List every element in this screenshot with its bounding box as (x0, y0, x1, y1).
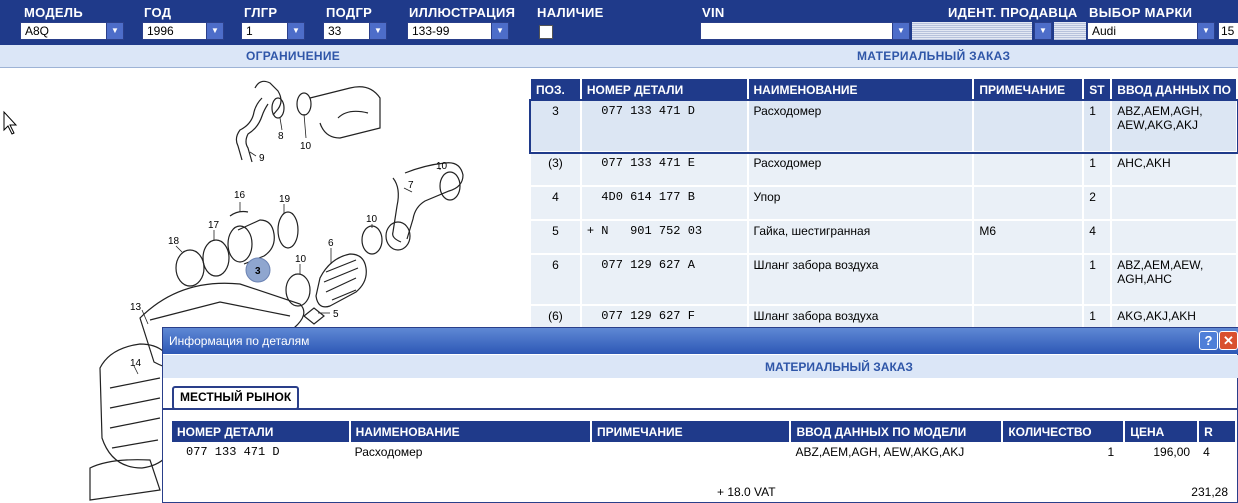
brand-label: ВЫБОР МАРКИ (1089, 5, 1193, 20)
chevron-down-icon[interactable]: ▼ (892, 23, 909, 39)
note-cell (973, 254, 1083, 305)
part-number-cell: 4D0 614 177 B (581, 186, 748, 220)
extra-field[interactable] (1218, 22, 1238, 40)
chevron-down-icon[interactable]: ▼ (369, 23, 386, 39)
year-select[interactable] (142, 22, 224, 40)
dialog-title: Информация по деталям (169, 334, 310, 348)
dialog-titlebar[interactable] (163, 328, 1238, 354)
quantity-cell[interactable]: 1 (1107, 445, 1115, 459)
callout-selected: 3 (255, 266, 261, 277)
column-header[interactable]: ST (1083, 79, 1111, 101)
models-cell (1111, 186, 1237, 220)
table-row[interactable] (531, 152, 1237, 186)
material-order-title: МАТЕРИАЛЬНЫЙ ЗАКАЗ (857, 49, 1011, 63)
availability-label: НАЛИЧИЕ (537, 5, 604, 20)
parts-table-header (531, 79, 1237, 101)
order-row[interactable] (172, 442, 1236, 480)
callout: 7 (408, 180, 414, 191)
main-group-select[interactable] (241, 22, 305, 40)
name-cell: Шланг забора воздуха (748, 254, 974, 305)
models-cell (1111, 220, 1237, 254)
column-header[interactable]: НАИМЕНОВАНИЕ (350, 421, 591, 442)
restriction-title: ОГРАНИЧЕНИЕ (246, 49, 341, 63)
chevron-down-icon[interactable]: ▼ (106, 23, 123, 39)
chevron-down-icon[interactable]: ▼ (1197, 23, 1214, 39)
help-icon: ? (1204, 333, 1213, 348)
callout: 14 (130, 358, 142, 369)
pos-cell: 6 (531, 254, 581, 305)
dialog-section-bar (163, 355, 1238, 378)
models-cell: AKG,AKJ,AKH (1111, 305, 1237, 339)
callout: 10 (300, 141, 312, 152)
close-icon: ✕ (1223, 333, 1234, 348)
part-number-cell: 077 129 627 A (581, 254, 748, 305)
st-cell: 4 (1083, 220, 1111, 254)
part-number-cell: 077 133 471 E (581, 152, 748, 186)
pos-cell: (3) (531, 152, 581, 186)
note-cell (973, 186, 1083, 220)
name-cell: Шланг забора воздуха (748, 305, 974, 339)
callout: 10 (366, 214, 378, 225)
column-header[interactable]: ВВОД ДАННЫХ ПО (1111, 79, 1237, 101)
brand-select[interactable] (1087, 22, 1215, 40)
part-number-cell: + N 901 752 03 (581, 220, 748, 254)
column-header[interactable]: ВВОД ДАННЫХ ПО МОДЕЛИ (790, 421, 1002, 442)
main-group-label: ГЛГР (244, 5, 278, 20)
callout: 10 (295, 254, 307, 265)
tab-local-market[interactable]: МЕСТНЫЙ РЫНОК (172, 386, 299, 410)
vat-row (172, 485, 1238, 503)
callout: 16 (234, 190, 246, 201)
name-cell: Расходомер (748, 152, 974, 186)
part-number-cell: 077 129 627 F (581, 305, 748, 339)
column-header[interactable]: НОМЕР ДЕТАЛИ (172, 421, 350, 442)
column-header[interactable]: КОЛИЧЕСТВО (1002, 421, 1124, 442)
pos-cell: 4 (531, 186, 581, 220)
callout: 9 (259, 153, 265, 164)
models-cell: ABZ,AEM,AGH, AEW,AKG,AKJ (1111, 101, 1237, 152)
table-row[interactable] (531, 254, 1237, 305)
year-label: ГОД (144, 5, 172, 20)
callout: 13 (130, 302, 142, 313)
table-row[interactable] (531, 186, 1237, 220)
part-number-cell: 077 133 471 D (186, 445, 280, 459)
pos-cell: 3 (531, 101, 581, 152)
name-cell: Гайка, шестигранная (748, 220, 974, 254)
callout: 18 (168, 236, 180, 247)
illustration-label: ИЛЛЮСТРАЦИЯ (409, 5, 516, 20)
models-cell: ABZ,AEM,AEW, AGH,AHC (1111, 254, 1237, 305)
vat-price: 231,28 (1191, 485, 1228, 499)
column-header[interactable]: ПРИМЕЧАНИЕ (591, 421, 790, 442)
dealer-id-label: ИДЕНТ. ПРОДАВЦА (948, 5, 1078, 20)
section-bar (0, 45, 1238, 68)
chevron-down-icon[interactable]: ▼ (206, 23, 223, 39)
brand-value: Audi (1092, 24, 1117, 38)
table-row[interactable] (531, 220, 1237, 254)
price-cell: 196,00 (1153, 445, 1191, 459)
name-cell: Расходомер (748, 101, 974, 152)
callout: 6 (328, 238, 334, 249)
model-value: A8Q (25, 24, 50, 38)
column-header[interactable]: НОМЕР ДЕТАЛИ (581, 79, 748, 101)
vin-extra-dropdown[interactable] (1034, 22, 1052, 40)
note-cell (591, 442, 790, 480)
callout: 10 (436, 161, 448, 172)
filter-bar (0, 0, 1238, 45)
callout: 19 (279, 194, 291, 205)
column-header[interactable]: ПОЗ. (531, 79, 581, 101)
extra-value: 15 (1221, 24, 1235, 38)
vat-label: + 18.0 VAT (717, 485, 776, 499)
model-select[interactable] (20, 22, 124, 40)
models-cell: AHC,AKH (1111, 152, 1237, 186)
sub-group-select[interactable] (323, 22, 387, 40)
vin-input[interactable] (700, 22, 910, 40)
st-cell: 1 (1083, 101, 1111, 152)
order-table-header (172, 421, 1236, 442)
table-row[interactable] (531, 101, 1237, 152)
vin-label: VIN (702, 5, 725, 20)
name-cell: Упор (748, 186, 974, 220)
column-header[interactable]: ПРИМЕЧАНИЕ (973, 79, 1083, 101)
note-cell (973, 152, 1083, 186)
name-cell: Расходомер (354, 445, 423, 459)
cursor-icon (4, 112, 16, 134)
column-header[interactable]: R (1198, 421, 1236, 442)
help-button[interactable] (1199, 331, 1218, 350)
year-value: 1996 (147, 24, 174, 38)
parts-table (531, 79, 1238, 340)
close-button[interactable] (1219, 331, 1238, 350)
callout: 17 (208, 220, 220, 231)
callout: 8 (278, 131, 284, 142)
callout: 5 (333, 309, 339, 320)
dealer-stripe (1054, 22, 1086, 40)
st-cell: 1 (1083, 254, 1111, 305)
parts-info-dialog (162, 327, 1238, 503)
models-cell: ABZ,AEM,AGH, AEW,AKG,AKJ (795, 445, 965, 459)
dialog-section-title: МАТЕРИАЛЬНЫЙ ЗАКАЗ (765, 360, 913, 374)
order-table (172, 421, 1237, 480)
availability-checkbox[interactable] (539, 25, 553, 39)
st-cell: 1 (1083, 305, 1111, 339)
part-number-cell: 077 133 471 D (581, 101, 748, 152)
illustration-value: 133-99 (412, 24, 450, 38)
chevron-down-icon[interactable]: ▼ (1034, 23, 1051, 39)
vin-stripe (912, 22, 1032, 40)
column-header[interactable]: НАИМЕНОВАНИЕ (748, 79, 974, 101)
chevron-down-icon[interactable]: ▼ (287, 23, 304, 39)
st-cell: 1 (1083, 152, 1111, 186)
column-header[interactable]: ЦЕНА (1124, 421, 1198, 442)
st-cell: 2 (1083, 186, 1111, 220)
tab-divider (163, 408, 1238, 410)
sub-group-value: 33 (328, 24, 342, 38)
pos-cell: (6) (531, 305, 581, 339)
model-label: МОДЕЛЬ (24, 5, 83, 20)
sub-group-label: ПОДГР (326, 5, 373, 20)
chevron-down-icon[interactable]: ▼ (491, 23, 508, 39)
pos-cell: 5 (531, 220, 581, 254)
illustration-select[interactable] (407, 22, 509, 40)
note-cell (973, 101, 1083, 152)
note-cell: M6 (973, 220, 1083, 254)
r-cell: 4 (1203, 445, 1210, 459)
main-group-value: 1 (246, 24, 253, 38)
